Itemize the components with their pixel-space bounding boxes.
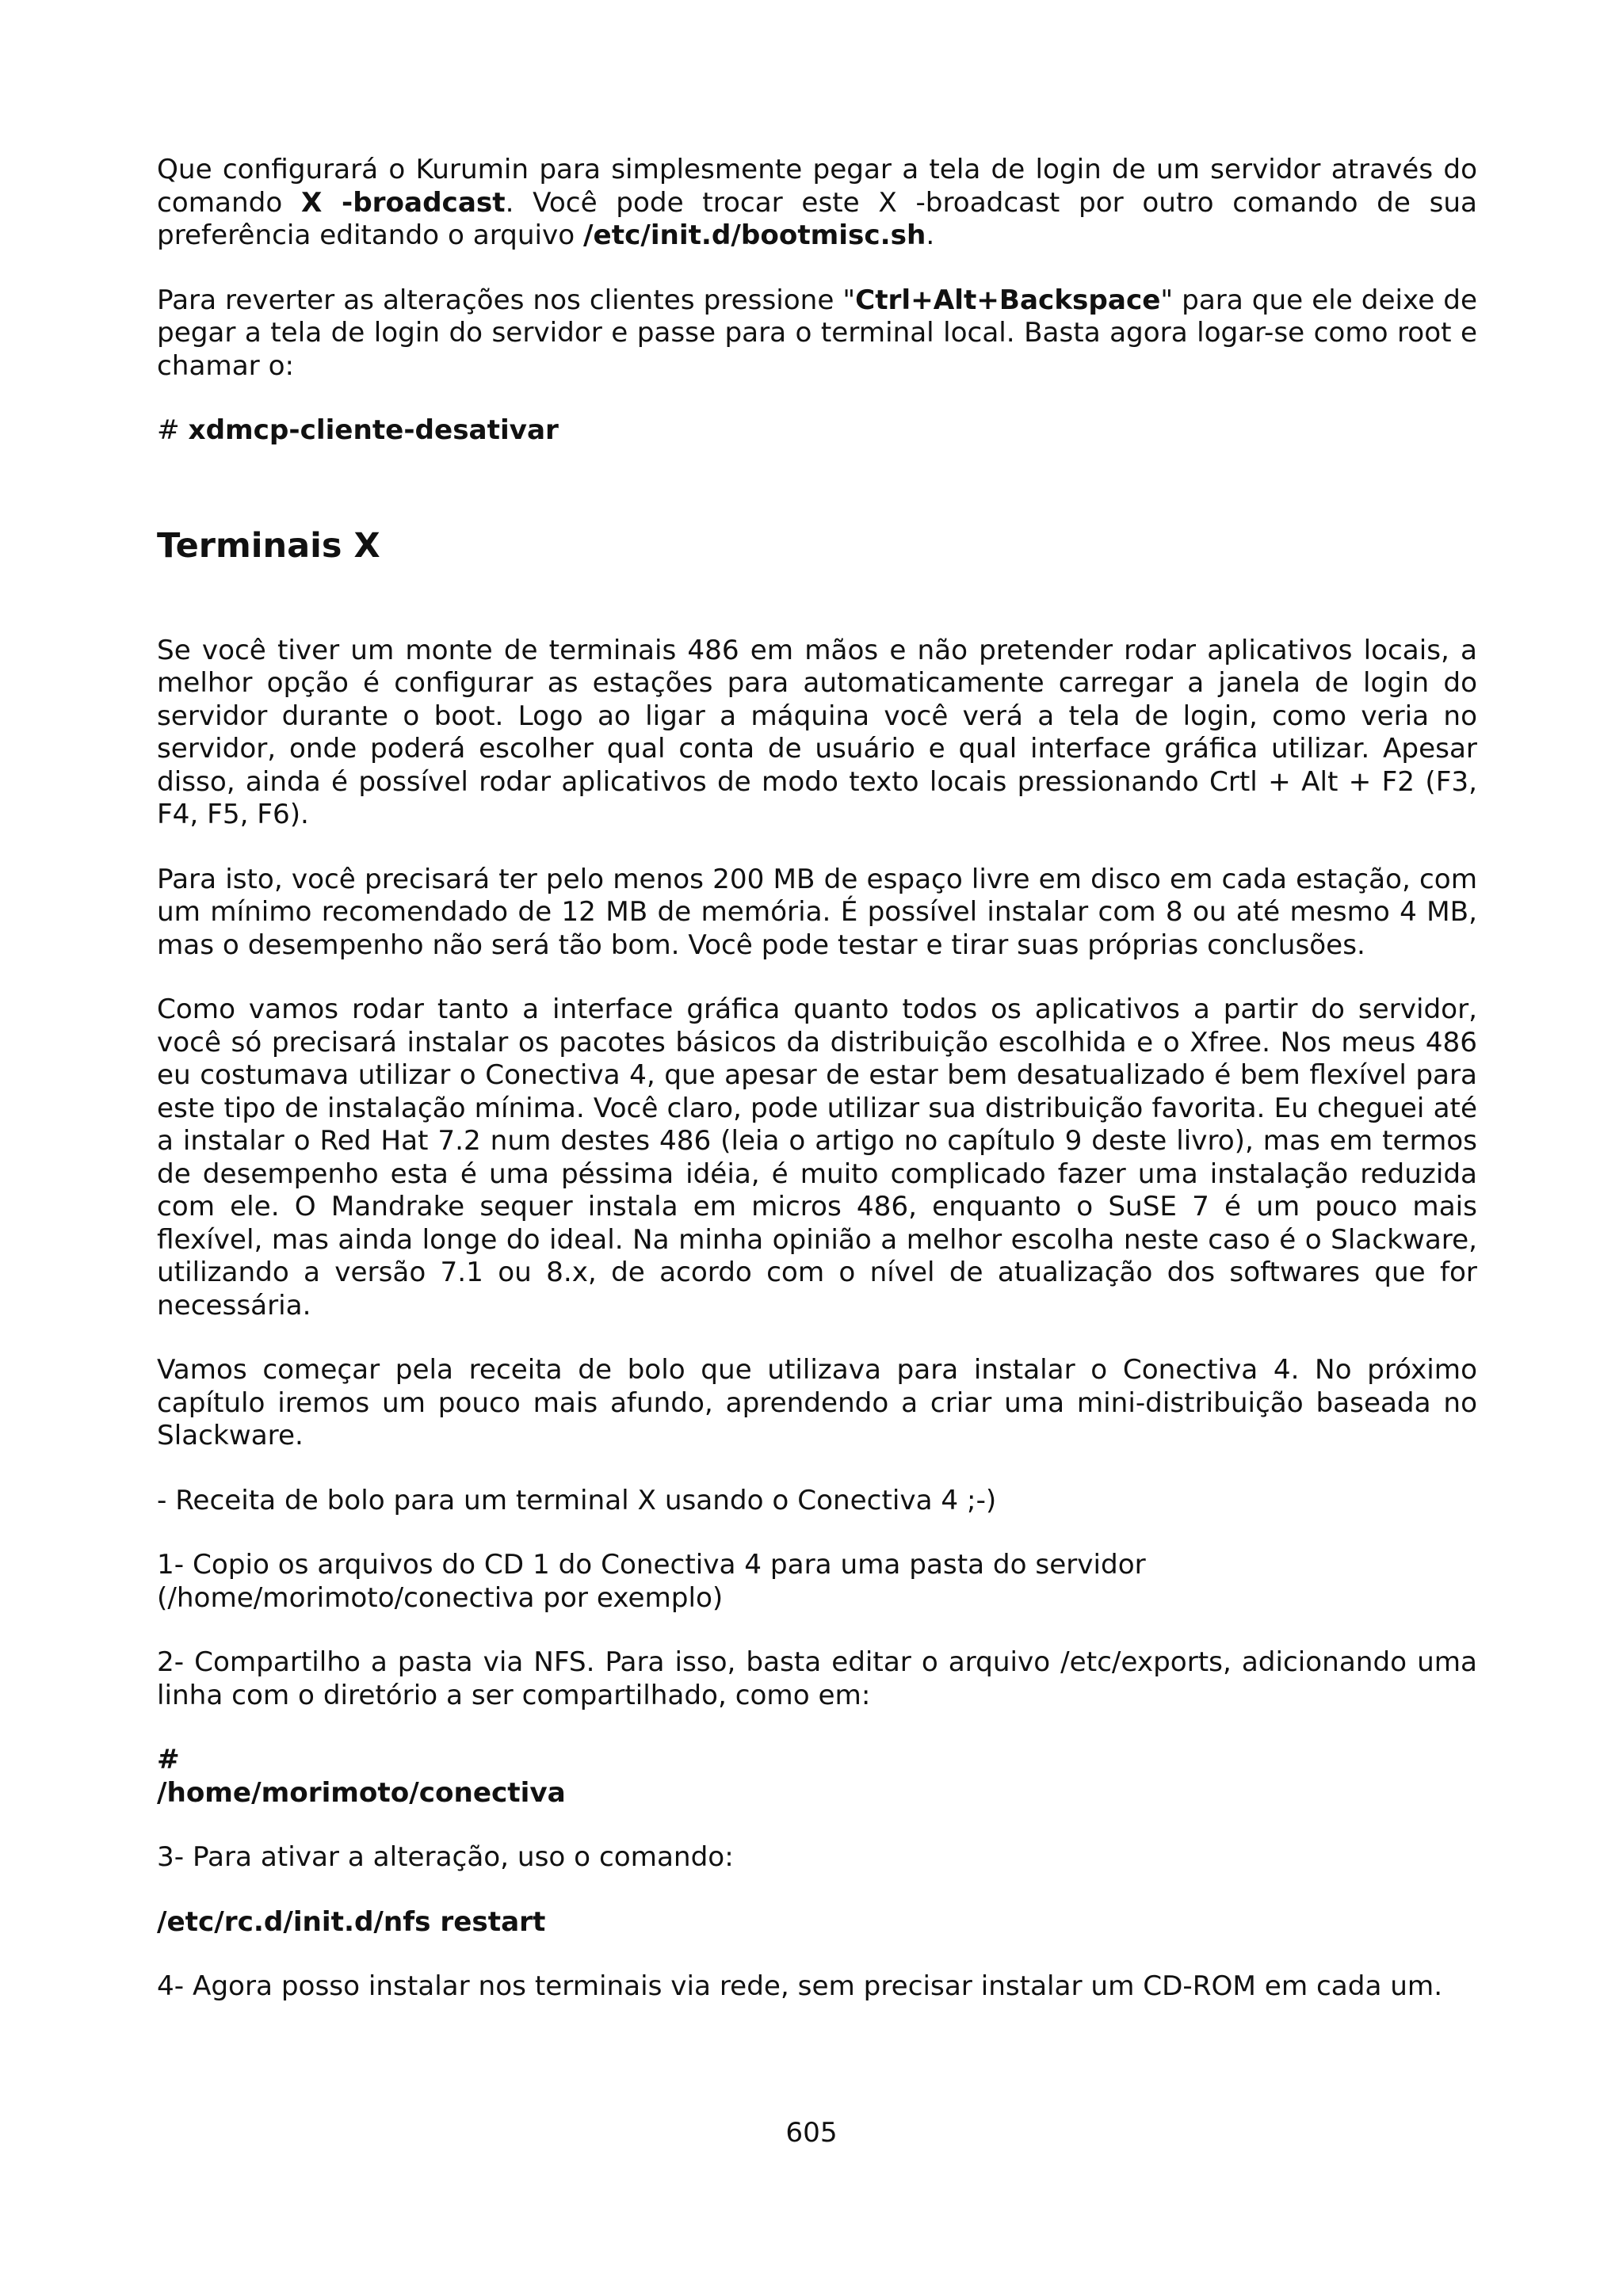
- text-run: Que configurará o Kurumin para simplesmente pegar a tela de login de um servidor através do comando: [157, 154, 1477, 219]
- command-x-broadcast: X -broadcast: [300, 186, 506, 219]
- paragraph-terminals-486: Se você tiver um monte de terminais 486 em mãos e não pretender rodar aplicativos locais, a melhor opção é configurar as estações para automaticamente carregar a janela de login do servidor durante o boot. Logo ao ligar a máquina você verá a tela de login, como veria no servidor, onde poderá escolher qual conta de usuário e qual interface gráfica utilizar. Apesar disso, ainda é possível rodar aplicativos de modo texto locais pressionando Crtl + Alt + F2 (F3, F4, F5, F6).: [157, 634, 1477, 830]
- step-3: 3- Para ativar a alteração, uso o comando:: [157, 1841, 734, 1873]
- shell-prompt: #: [157, 414, 189, 446]
- paragraph-recipe-intro: Vamos começar pela receita de bolo que utilizava para instalar o Conectiva 4. No próximo capítulo iremos um pouco mais afundo, aprendendo a criar uma mini-distribuição baseada no Slackware.: [157, 1354, 1477, 1451]
- step-1-line-1: 1- Copio os arquivos do CD 1 do Conectiva 4 para uma pasta do servidor: [157, 1549, 1146, 1581]
- paragraph-kurumin-broadcast: [157, 154, 1477, 253]
- text-run: " para que ele deixe de pegar a tela de login do servidor e passe para o terminal local. Basta agora logar-se como root e chamar o:: [157, 284, 1477, 382]
- command-text: xdmcp-cliente-desativar: [188, 414, 559, 446]
- document-page: [157, 154, 1477, 2035]
- exports-hash: #: [157, 1744, 180, 1775]
- text-run: . Você pode trocar este X -broadcast por outro comando de sua preferência editando o arquivo: [157, 186, 1477, 251]
- file-path-bootmisc: /etc/init.d/bootmisc.sh: [583, 219, 926, 251]
- paragraph-revert-changes: [157, 284, 1477, 383]
- text-run: Para reverter as alterações nos clientes pressione ": [157, 284, 856, 316]
- section-heading: Terminais X: [157, 525, 380, 566]
- paragraph-recipe-title: - Receita de bolo para um terminal X usando o Conectiva 4 ;-): [157, 1484, 997, 1516]
- command-nfs-restart: /etc/rc.d/init.d/nfs restart: [157, 1905, 546, 1938]
- page-number: 605: [785, 2117, 838, 2149]
- step-4: 4- Agora posso instalar nos terminais via rede, sem precisar instalar um CD-ROM em cada um.: [157, 1970, 1443, 2002]
- step-1-line-2: (/home/morimoto/conectiva por exemplo): [157, 1581, 724, 1614]
- paragraph-disk-requirements: Para isto, você precisará ter pelo menos 200 MB de espaço livre em disco em cada estação, com um mínimo recomendado de 12 MB de memória. É possível instalar com 8 ou até mesmo 4 MB, mas o desempenho não será tão bom. Você pode testar e tirar suas próprias conclusões.: [157, 863, 1477, 961]
- key-combo-ctrl-alt-backspace: Ctrl+Alt+Backspace: [855, 284, 1161, 316]
- step-1: [157, 1549, 1477, 1615]
- exports-path: /home/morimoto/conectiva: [157, 1776, 566, 1809]
- step-2: 2- Compartilho a pasta via NFS. Para isso, basta editar o arquivo /etc/exports, adicionando uma linha com o diretório a ser compartilhado, como em:: [157, 1646, 1477, 1711]
- text-run: .: [926, 219, 935, 251]
- exports-line: [157, 1744, 1477, 1810]
- command-desativar: [157, 414, 1477, 448]
- paragraph-distributions: Como vamos rodar tanto a interface gráfica quanto todos os aplicativos a partir do servidor, você só precisará instalar os pacotes básicos da distribuição escolhida e o Xfree. Nos meus 486 eu costumava utilizar o Conectiva 4, que apesar de estar bem desatualizado é bem flexível para este tipo de instalação mínima. Você claro, pode utilizar sua distribuição favorita. Eu cheguei até a instalar o Red Hat 7.2 num destes 486 (leia o artigo no capítulo 9 deste livro), mas em termos de desempenho esta é uma péssima idéia, é muito complicado fazer uma instalação reduzida com ele. O Mandrake sequer instala em micros 486, enquanto o SuSE 7 é um pouco mais flexível, mas ainda longe do ideal. Na minha opinião a melhor escolha neste caso é o Slackware, utilizando a versão 7.1 ou 8.x, de acordo com o nível de atualização dos softwares que for necessária.: [157, 994, 1477, 1322]
